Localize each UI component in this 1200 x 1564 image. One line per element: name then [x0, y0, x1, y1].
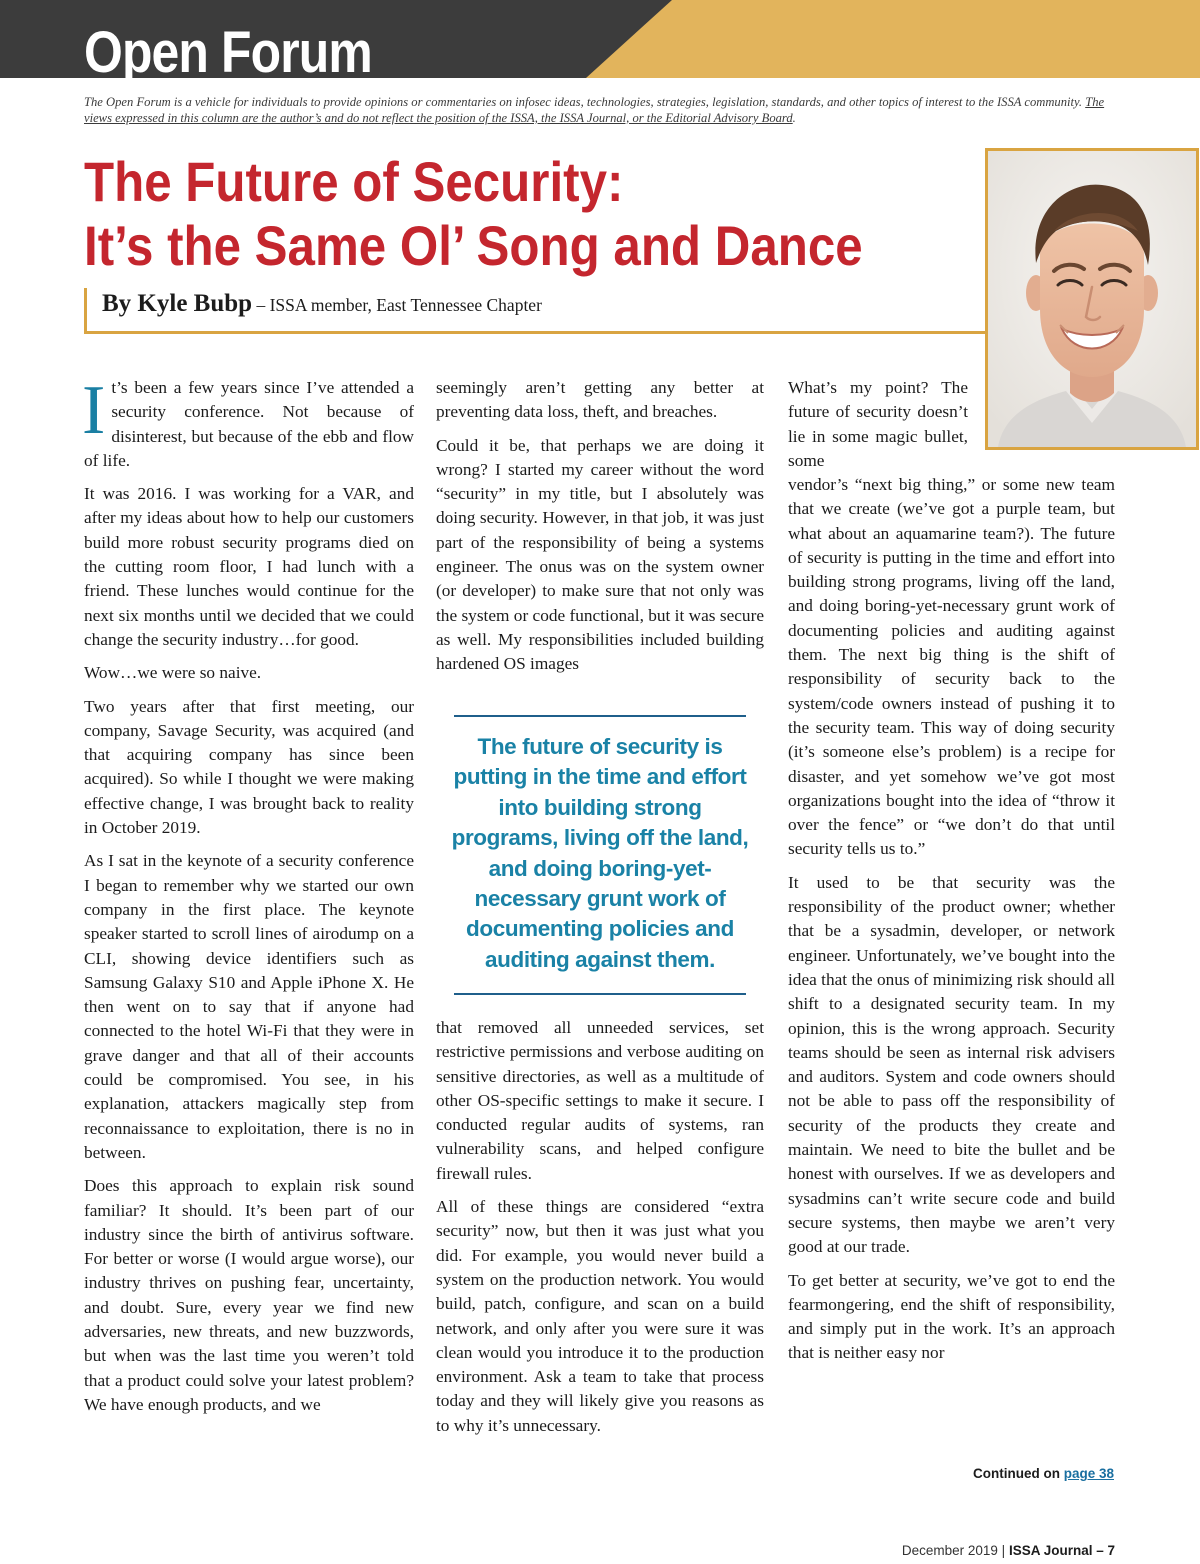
body-column-3 — [788, 473, 1115, 1375]
paragraph: As I sat in the keynote of a security conference I began to remember why we started our own company in the first place. The keynote speaker started to scroll lines of airodump on a CLI, showing device identifiers such as Samsung Galaxy S10 and Apple iPhone X. He then went on to say that if anyone had connected to the hotel Wi-Fi that they were in grave danger and that all of their accounts could be compromised. You see, in his explanation, attackers magically step from reconnaissance to exploitation, there is no in between. — [84, 851, 414, 1162]
paragraph: vendor’s “next big thing,” or some new team that we create (we’ve got a purple team, but what about an aquamarine team?). The future of security is putting in the time and effort into building strong programs, living off the land, and doing boring-yet-necessary grunt work of documenting policies and auditing against them. The next big thing is the shift of responsibility of security back to the system/code owners instead of pushing it to the security team. This way of doing security (it’s someone else’s problem) is a recipe for disaster, and yet somehow we’ve got most organizations bought into the idea of “throw it over the fence” or “we don’t do that until security tells us to.” — [788, 475, 1115, 859]
paragraph: Two years after that first meeting, our company, Savage Security, was acquired (and that acquiring company has since been acquired). So while I thought we were making effective change, I was brought back to reality in October 2019. — [84, 696, 414, 838]
paragraph: It was 2016. I was working for a VAR, and after my ideas about how to help our customers build more robust security programs died on the cutting room floor, I had lunch with a friend. These lunches would continue for the next six months until we decided that we could change the security industry…for good. — [84, 484, 414, 649]
header-band — [0, 0, 1200, 85]
continued-note — [973, 1466, 1114, 1481]
paragraph — [82, 372, 414, 473]
paragraph: seemingly aren’t getting any better at preventing data loss, theft, and breaches. — [436, 378, 764, 422]
body-column-2-top — [436, 376, 764, 686]
paragraph: Could it be, that perhaps we are doing it wrong? I started my career without the word “security” in my title, but I absolutely was doing security. However, in that job, it was just part of the responsibility of being a systems engineer. The onus was on the system owner (or developer) to make sure that not only was the system or code functional, but it was secure as well. My responsibilities included building hardened OS images — [436, 435, 764, 674]
body-column-2-bottom — [436, 1016, 764, 1447]
article-title-line-2: It’s the Same Ol’ Song and Dance — [84, 214, 863, 277]
intro-text: The Open Forum is a vehicle for individuals to provide opinions or commentaries on infosec ideas, technologies, strategies, legislation, standards, and other topics of interest to the ISSA community. — [84, 95, 1086, 109]
byline-rule-vertical — [84, 288, 87, 334]
page-footer — [902, 1543, 1115, 1558]
paragraph: Does this approach to explain risk sound familiar? It should. It’s been part of our industry since the birth of antivirus software. For better or worse (I would argue worse), our industry thrives on pushing fear, uncertainty, and doubt. Sure, every year we find new adversaries, new threats, and new buzzwords, but when was the last time you weren’t told that a product could solve your latest problem? We have enough products, and we — [84, 1176, 414, 1414]
continued-page-link[interactable]: page 38 — [1063, 1466, 1114, 1481]
pullquote-rule-top — [454, 715, 746, 717]
drop-cap: I — [82, 372, 106, 449]
byline-rule-horizontal — [84, 331, 990, 334]
body-column-3-narrow — [788, 376, 968, 473]
author-portrait-illustration — [988, 151, 1196, 447]
author-photo — [985, 148, 1199, 450]
paragraph: that removed all unneeded services, set restrictive permissions and verbose auditing on sensitive directories, as well as a multitude of other OS-specific settings to make it secure. I conducted regular audits of systems, ran vulnerability scans, and helped configure firewall rules. — [436, 1018, 764, 1183]
author-affiliation: – ISSA member, East Tennessee Chapter — [252, 295, 542, 315]
paragraph: All of these things are considered “extra security” now, but then it was just what you did. For example, you would never build a system on the production network. You would build, patch, configure, and scan on a build network, and only after you were sure it was clean would you introduce it to the production environment. Ask a team to take that process today and they will likely give you reasons as to why it’s unnecessary. — [436, 1197, 764, 1435]
article-title-line-1: The Future of Security: — [84, 150, 624, 213]
paragraph: What’s my point? The future of security doesn’t lie in some magic bullet, some — [788, 378, 968, 470]
paragraph-text: t’s been a few years since I’ve attended a security conference. Not because of disinterest, but because of the ebb and flow of life. — [84, 378, 414, 470]
footer-date: December 2019 | — [901, 1543, 1009, 1558]
intro-end: . — [792, 111, 796, 125]
byline — [102, 288, 542, 321]
pullquote-rule-bottom — [454, 993, 746, 995]
section-title: Open Forum — [84, 20, 372, 85]
pull-quote: The future of security is putting in the time and effort into building strong programs, living off the land, and doing boring-yet-necessary grunt work of documenting policies and auditing against them. — [451, 734, 749, 972]
paragraph: To get better at security, we’ve got to end the fearmongering, end the shift of responsibility, and simply put in the work. It’s an approach that is neither easy nor — [788, 1270, 1115, 1363]
body-column-1 — [82, 372, 414, 1426]
article-title — [84, 150, 863, 278]
intro-disclaimer: The views expressed in this column are the author’s and do not reflect the position of the ISSA, the ISSA Journal, or the Editorial Advisory Board — [84, 95, 1105, 125]
continued-prefix: Continued on — [972, 1466, 1064, 1481]
paragraph: It used to be that security was the responsibility of the product owner; whether that be a sysadmin, developer, or network engineer. Unfortunately, we’ve bought into the idea that the onus of minimizing risk should all shift to a designated security team. In my opinion, this is the wrong approach. Security teams should be seen as internal risk advisers and auditors. System and code owners should not be able to pass off the responsibility of security of the products they create and maintain. We need to bite the bullet and be honest with ourselves. If we as developers and sysadmins can’t write secure code and build secure systems, then maybe we aren’t very good at our trade. — [788, 872, 1115, 1257]
footer-magazine-page: ISSA Journal – 7 — [1008, 1543, 1115, 1558]
open-forum-intro — [84, 94, 1114, 126]
paragraph: Wow…we were so naive. — [84, 663, 262, 683]
author-name: By Kyle Bubp — [102, 290, 253, 317]
